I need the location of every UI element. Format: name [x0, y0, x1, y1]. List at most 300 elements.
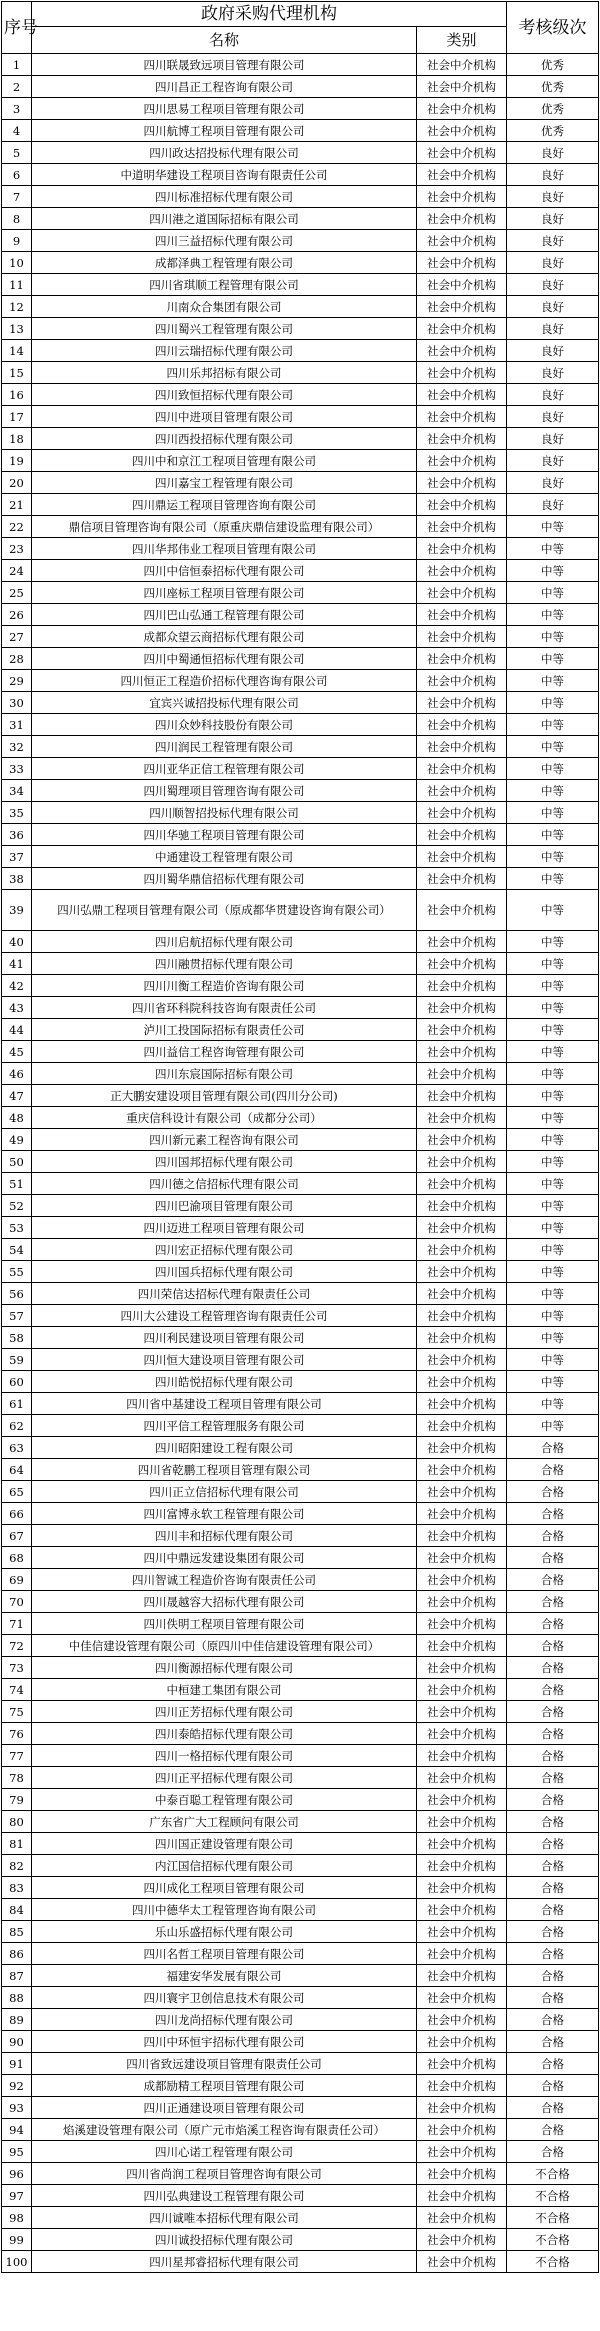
row-number: 34 — [2, 780, 32, 802]
table-row — [2, 1327, 599, 1349]
agency-category: 社会中介机构 — [417, 1679, 507, 1701]
agency-category: 社会中介机构 — [417, 1019, 507, 1041]
agency-name: 四川致恒招标代理有限公司 — [32, 384, 417, 406]
table-row — [2, 626, 599, 648]
rating-level: 中等 — [507, 931, 599, 953]
agency-name: 四川昭阳建设工程有限公司 — [32, 1437, 417, 1459]
row-number: 76 — [2, 1723, 32, 1745]
table-row — [2, 1085, 599, 1107]
row-number: 51 — [2, 1173, 32, 1195]
row-number: 80 — [2, 1811, 32, 1833]
agency-name: 四川蜀华鼎信招标代理有限公司 — [32, 868, 417, 890]
table-row — [2, 2031, 599, 2053]
rating-level: 中等 — [507, 604, 599, 626]
agency-name: 四川座标工程项目管理有限公司 — [32, 582, 417, 604]
rating-level: 合格 — [507, 2097, 599, 2119]
row-number: 38 — [2, 868, 32, 890]
agency-name: 四川思易工程项目管理有限公司 — [32, 98, 417, 120]
row-number: 42 — [2, 975, 32, 997]
row-number: 67 — [2, 1525, 32, 1547]
row-number: 79 — [2, 1789, 32, 1811]
agency-name: 乐山乐盛招标代理有限公司 — [32, 1921, 417, 1943]
rating-level: 良好 — [507, 494, 599, 516]
rating-level: 良好 — [507, 274, 599, 296]
table-row — [2, 1613, 599, 1635]
agency-category: 社会中介机构 — [417, 975, 507, 997]
row-number: 83 — [2, 1877, 32, 1899]
agency-category: 社会中介机构 — [417, 846, 507, 868]
rating-level: 合格 — [507, 1723, 599, 1745]
agency-name: 四川富博永软工程管理有限公司 — [32, 1503, 417, 1525]
row-number: 15 — [2, 362, 32, 384]
table-row — [2, 1547, 599, 1569]
agency-name: 四川一格招标代理有限公司 — [32, 1745, 417, 1767]
row-number: 36 — [2, 824, 32, 846]
table-row — [2, 1459, 599, 1481]
table-row — [2, 1899, 599, 1921]
rating-level: 良好 — [507, 384, 599, 406]
agency-name: 成都励精工程项目管理有限公司 — [32, 2075, 417, 2097]
rating-level: 中等 — [507, 953, 599, 975]
agency-category: 社会中介机构 — [417, 1899, 507, 1921]
agency-name: 四川迈进工程项目管理有限公司 — [32, 1217, 417, 1239]
agency-name: 四川联晟致远项目管理有限公司 — [32, 54, 417, 76]
header-group: 政府采购代理机构 — [32, 2, 507, 27]
agency-name: 四川佚明工程项目管理有限公司 — [32, 1613, 417, 1635]
table-row — [2, 2119, 599, 2141]
rating-level: 中等 — [507, 780, 599, 802]
agency-name: 四川中进项目管理有限公司 — [32, 406, 417, 428]
table-row — [2, 975, 599, 997]
agency-category: 社会中介机构 — [417, 560, 507, 582]
agency-category: 社会中介机构 — [417, 2031, 507, 2053]
rating-level: 中等 — [507, 1327, 599, 1349]
rating-level: 合格 — [507, 1921, 599, 1943]
row-number: 29 — [2, 670, 32, 692]
header-category: 类别 — [417, 27, 507, 54]
row-number: 88 — [2, 1987, 32, 2009]
agency-category: 社会中介机构 — [417, 1745, 507, 1767]
agency-category: 社会中介机构 — [417, 1481, 507, 1503]
rating-level: 良好 — [507, 450, 599, 472]
agency-name: 中通建设工程管理有限公司 — [32, 846, 417, 868]
rating-level: 合格 — [507, 1613, 599, 1635]
agency-name: 中泰百聪工程管理有限公司 — [32, 1789, 417, 1811]
agency-rating-table — [1, 1, 599, 2273]
row-number: 49 — [2, 1129, 32, 1151]
table-row — [2, 274, 599, 296]
agency-category: 社会中介机构 — [417, 802, 507, 824]
row-number: 22 — [2, 516, 32, 538]
table-row — [2, 362, 599, 384]
agency-category: 社会中介机构 — [417, 1041, 507, 1063]
rating-level: 合格 — [507, 1547, 599, 1569]
agency-category: 社会中介机构 — [417, 384, 507, 406]
agency-name: 四川川衡工程造价咨询有限公司 — [32, 975, 417, 997]
row-number: 57 — [2, 1305, 32, 1327]
agency-name: 四川正芳招标代理有限公司 — [32, 1701, 417, 1723]
agency-category: 社会中介机构 — [417, 1063, 507, 1085]
agency-category: 社会中介机构 — [417, 868, 507, 890]
table-row — [2, 1393, 599, 1415]
row-number: 62 — [2, 1415, 32, 1437]
agency-name: 四川中德华太工程管理咨询有限公司 — [32, 1899, 417, 1921]
row-number: 31 — [2, 714, 32, 736]
row-number: 52 — [2, 1195, 32, 1217]
header-seq: 序号 — [2, 2, 32, 54]
row-number: 64 — [2, 1459, 32, 1481]
table-row — [2, 142, 599, 164]
table-row — [2, 494, 599, 516]
table-row — [2, 54, 599, 76]
rating-level: 良好 — [507, 252, 599, 274]
agency-category: 社会中介机构 — [417, 1723, 507, 1745]
table-row — [2, 758, 599, 780]
table-row — [2, 538, 599, 560]
rating-level: 中等 — [507, 1305, 599, 1327]
row-number: 90 — [2, 2031, 32, 2053]
agency-category: 社会中介机构 — [417, 670, 507, 692]
table-row — [2, 692, 599, 714]
agency-name: 四川乐邦招标有限公司 — [32, 362, 417, 384]
rating-level: 中等 — [507, 1349, 599, 1371]
rating-level: 合格 — [507, 1745, 599, 1767]
rating-level: 不合格 — [507, 2163, 599, 2185]
agency-name: 四川德之信招标代理有限公司 — [32, 1173, 417, 1195]
table-row — [2, 1019, 599, 1041]
agency-name: 重庆信科设计有限公司（成都分公司） — [32, 1107, 417, 1129]
rating-level: 中等 — [507, 1371, 599, 1393]
table-row — [2, 2207, 599, 2229]
agency-name: 四川中蜀通恒招标代理有限公司 — [32, 648, 417, 670]
agency-category: 社会中介机构 — [417, 626, 507, 648]
rating-level: 中等 — [507, 846, 599, 868]
agency-category: 社会中介机构 — [417, 208, 507, 230]
agency-name: 四川巴渝项目管理有限公司 — [32, 1195, 417, 1217]
rating-level: 良好 — [507, 164, 599, 186]
rating-level: 中等 — [507, 1393, 599, 1415]
rating-level: 良好 — [507, 208, 599, 230]
agency-name: 中道明华建设工程项目咨询有限责任公司 — [32, 164, 417, 186]
table-row — [2, 846, 599, 868]
table-row — [2, 1261, 599, 1283]
rating-level: 中等 — [507, 1217, 599, 1239]
agency-category: 社会中介机构 — [417, 538, 507, 560]
row-number: 6 — [2, 164, 32, 186]
table-row — [2, 1173, 599, 1195]
agency-category: 社会中介机构 — [417, 274, 507, 296]
row-number: 86 — [2, 1943, 32, 1965]
agency-category: 社会中介机构 — [417, 1943, 507, 1965]
agency-category: 社会中介机构 — [417, 890, 507, 931]
rating-level: 良好 — [507, 230, 599, 252]
rating-level: 中等 — [507, 1283, 599, 1305]
rating-level: 良好 — [507, 318, 599, 340]
agency-name: 四川航博工程项目管理有限公司 — [32, 120, 417, 142]
rating-level: 中等 — [507, 714, 599, 736]
agency-category: 社会中介机构 — [417, 1657, 507, 1679]
agency-name: 四川星邦睿招标代理有限公司 — [32, 2251, 417, 2273]
row-number: 41 — [2, 953, 32, 975]
table-row — [2, 1569, 599, 1591]
table-row — [2, 186, 599, 208]
agency-name: 四川晟越容大招标代理有限公司 — [32, 1591, 417, 1613]
agency-name: 宜宾兴诚招投标代理有限公司 — [32, 692, 417, 714]
table-row — [2, 582, 599, 604]
agency-name: 四川蜀兴工程管理有限公司 — [32, 318, 417, 340]
rating-level: 合格 — [507, 1657, 599, 1679]
agency-name: 四川鼎运工程项目管理咨询有限公司 — [32, 494, 417, 516]
table-row — [2, 953, 599, 975]
table-row — [2, 2097, 599, 2119]
agency-category: 社会中介机构 — [417, 1921, 507, 1943]
table-row — [2, 648, 599, 670]
rating-level: 良好 — [507, 362, 599, 384]
agency-category: 社会中介机构 — [417, 472, 507, 494]
rating-level: 合格 — [507, 1965, 599, 1987]
agency-category: 社会中介机构 — [417, 2097, 507, 2119]
table-row — [2, 296, 599, 318]
agency-category: 社会中介机构 — [417, 648, 507, 670]
agency-name: 四川平信工程管理服务有限公司 — [32, 1415, 417, 1437]
table-row — [2, 340, 599, 362]
table-row — [2, 1129, 599, 1151]
row-number: 73 — [2, 1657, 32, 1679]
agency-name: 四川中鼎远发建设集团有限公司 — [32, 1547, 417, 1569]
rating-level: 良好 — [507, 406, 599, 428]
table-row — [2, 2251, 599, 2273]
agency-category: 社会中介机构 — [417, 2251, 507, 2273]
row-number: 30 — [2, 692, 32, 714]
agency-name: 四川西投招标代理有限公司 — [32, 428, 417, 450]
row-number: 1 — [2, 54, 32, 76]
row-number: 4 — [2, 120, 32, 142]
table-row — [2, 2185, 599, 2207]
agency-category: 社会中介机构 — [417, 1173, 507, 1195]
rating-level: 优秀 — [507, 54, 599, 76]
agency-name: 四川成化工程项目管理有限公司 — [32, 1877, 417, 1899]
agency-category: 社会中介机构 — [417, 1833, 507, 1855]
agency-name: 四川正通建设项目管理有限公司 — [32, 2097, 417, 2119]
agency-category: 社会中介机构 — [417, 340, 507, 362]
row-number: 43 — [2, 997, 32, 1019]
agency-category: 社会中介机构 — [417, 98, 507, 120]
agency-category: 社会中介机构 — [417, 1635, 507, 1657]
agency-category: 社会中介机构 — [417, 120, 507, 142]
agency-category: 社会中介机构 — [417, 1085, 507, 1107]
row-number: 85 — [2, 1921, 32, 1943]
table-row — [2, 1657, 599, 1679]
table-row — [2, 1591, 599, 1613]
agency-category: 社会中介机构 — [417, 1789, 507, 1811]
row-number: 65 — [2, 1481, 32, 1503]
table-row — [2, 208, 599, 230]
agency-name: 四川启航招标代理有限公司 — [32, 931, 417, 953]
agency-category: 社会中介机构 — [417, 2185, 507, 2207]
table-row — [2, 1217, 599, 1239]
table-row — [2, 1503, 599, 1525]
row-number: 28 — [2, 648, 32, 670]
rating-level: 中等 — [507, 1415, 599, 1437]
agency-category: 社会中介机构 — [417, 931, 507, 953]
agency-name: 四川衡源招标代理有限公司 — [32, 1657, 417, 1679]
agency-name: 四川东宸国际招标有限公司 — [32, 1063, 417, 1085]
table-row — [2, 76, 599, 98]
agency-category: 社会中介机构 — [417, 1987, 507, 2009]
table-row — [2, 1679, 599, 1701]
agency-name: 四川华驰工程项目管理有限公司 — [32, 824, 417, 846]
agency-name: 四川国正建设管理有限公司 — [32, 1833, 417, 1855]
table-row — [2, 164, 599, 186]
agency-category: 社会中介机构 — [417, 736, 507, 758]
agency-category: 社会中介机构 — [417, 494, 507, 516]
agency-name: 四川顺智招投标代理有限公司 — [32, 802, 417, 824]
table-row — [2, 1371, 599, 1393]
table-body — [2, 54, 599, 2273]
agency-category: 社会中介机构 — [417, 714, 507, 736]
agency-name: 四川中信恒泰招标代理有限公司 — [32, 560, 417, 582]
table-row — [2, 1745, 599, 1767]
agency-name: 四川嘉宝工程管理有限公司 — [32, 472, 417, 494]
row-number: 84 — [2, 1899, 32, 1921]
table-row — [2, 736, 599, 758]
agency-category: 社会中介机构 — [417, 318, 507, 340]
agency-category: 社会中介机构 — [417, 2141, 507, 2163]
table-row — [2, 252, 599, 274]
rating-level: 中等 — [507, 868, 599, 890]
agency-name: 四川新元素工程咨询有限公司 — [32, 1129, 417, 1151]
table-row — [2, 997, 599, 1019]
agency-category: 社会中介机构 — [417, 142, 507, 164]
agency-category: 社会中介机构 — [417, 1459, 507, 1481]
agency-name: 四川巴山弘通工程管理有限公司 — [32, 604, 417, 626]
rating-level: 优秀 — [507, 98, 599, 120]
agency-name: 四川皓悦招标代理有限公司 — [32, 1371, 417, 1393]
rating-level: 中等 — [507, 1041, 599, 1063]
table-row — [2, 1965, 599, 1987]
row-number: 82 — [2, 1855, 32, 1877]
row-number: 60 — [2, 1371, 32, 1393]
rating-level: 合格 — [507, 1899, 599, 1921]
agency-name: 四川弘鼎工程项目管理有限公司（原成都华贯建设咨询有限公司） — [32, 890, 417, 931]
agency-category: 社会中介机构 — [417, 1437, 507, 1459]
rating-level: 不合格 — [507, 2207, 599, 2229]
row-number: 16 — [2, 384, 32, 406]
agency-category: 社会中介机构 — [417, 1547, 507, 1569]
row-number: 18 — [2, 428, 32, 450]
agency-category: 社会中介机构 — [417, 1525, 507, 1547]
agency-category: 社会中介机构 — [417, 1877, 507, 1899]
agency-name: 四川正立信招标代理有限公司 — [32, 1481, 417, 1503]
rating-level: 中等 — [507, 692, 599, 714]
agency-category: 社会中介机构 — [417, 1305, 507, 1327]
rating-level: 中等 — [507, 670, 599, 692]
row-number: 25 — [2, 582, 32, 604]
agency-category: 社会中介机构 — [417, 1327, 507, 1349]
row-number: 10 — [2, 252, 32, 274]
agency-category: 社会中介机构 — [417, 1965, 507, 1987]
table-row — [2, 2075, 599, 2097]
agency-name: 福建安华发展有限公司 — [32, 1965, 417, 1987]
agency-name: 四川名哲工程项目管理有限公司 — [32, 1943, 417, 1965]
table-row — [2, 1943, 599, 1965]
table-row — [2, 428, 599, 450]
table-row — [2, 406, 599, 428]
table-row — [2, 868, 599, 890]
agency-name: 四川省琪顺工程管理有限公司 — [32, 274, 417, 296]
rating-level: 中等 — [507, 516, 599, 538]
agency-category: 社会中介机构 — [417, 1767, 507, 1789]
rating-level: 中等 — [507, 1019, 599, 1041]
rating-level: 合格 — [507, 2053, 599, 2075]
row-number: 78 — [2, 1767, 32, 1789]
table-row — [2, 1789, 599, 1811]
row-number: 100 — [2, 2251, 32, 2273]
rating-level: 中等 — [507, 1107, 599, 1129]
rating-level: 合格 — [507, 1459, 599, 1481]
row-number: 17 — [2, 406, 32, 428]
agency-name: 四川丰和招标代理有限公司 — [32, 1525, 417, 1547]
rating-level: 中等 — [507, 648, 599, 670]
agency-name: 四川大公建设工程管理咨询有限责任公司 — [32, 1305, 417, 1327]
agency-category: 社会中介机构 — [417, 1195, 507, 1217]
row-number: 87 — [2, 1965, 32, 1987]
table-row — [2, 1415, 599, 1437]
table-row — [2, 98, 599, 120]
table-row — [2, 1525, 599, 1547]
row-number: 9 — [2, 230, 32, 252]
rating-level: 中等 — [507, 824, 599, 846]
agency-name: 四川云瑞招标代理有限公司 — [32, 340, 417, 362]
table-row — [2, 450, 599, 472]
row-number: 94 — [2, 2119, 32, 2141]
agency-category: 社会中介机构 — [417, 1107, 507, 1129]
agency-category: 社会中介机构 — [417, 54, 507, 76]
table-row — [2, 384, 599, 406]
row-number: 93 — [2, 2097, 32, 2119]
rating-level: 中等 — [507, 802, 599, 824]
row-number: 39 — [2, 890, 32, 931]
table-row — [2, 1877, 599, 1899]
agency-category: 社会中介机构 — [417, 1855, 507, 1877]
table-row — [2, 1701, 599, 1723]
row-number: 96 — [2, 2163, 32, 2185]
agency-name: 四川华邦伟业工程项目管理有限公司 — [32, 538, 417, 560]
table-row — [2, 1635, 599, 1657]
rating-level: 良好 — [507, 428, 599, 450]
agency-name: 四川蜀理项目管理咨询有限公司 — [32, 780, 417, 802]
row-number: 50 — [2, 1151, 32, 1173]
rating-level: 中等 — [507, 560, 599, 582]
agency-name: 四川政达招投标代理有限公司 — [32, 142, 417, 164]
agency-name: 四川省环科院科技咨询有限责任公司 — [32, 997, 417, 1019]
agency-category: 社会中介机构 — [417, 1349, 507, 1371]
rating-level: 良好 — [507, 296, 599, 318]
row-number: 26 — [2, 604, 32, 626]
agency-category: 社会中介机构 — [417, 428, 507, 450]
table-row — [2, 1283, 599, 1305]
row-number: 11 — [2, 274, 32, 296]
table-row — [2, 120, 599, 142]
table-row — [2, 890, 599, 931]
agency-category: 社会中介机构 — [417, 296, 507, 318]
row-number: 66 — [2, 1503, 32, 1525]
rating-level: 合格 — [507, 1481, 599, 1503]
table-header — [2, 2, 599, 54]
agency-name: 四川港之道国际招标有限公司 — [32, 208, 417, 230]
row-number: 5 — [2, 142, 32, 164]
agency-category: 社会中介机构 — [417, 824, 507, 846]
